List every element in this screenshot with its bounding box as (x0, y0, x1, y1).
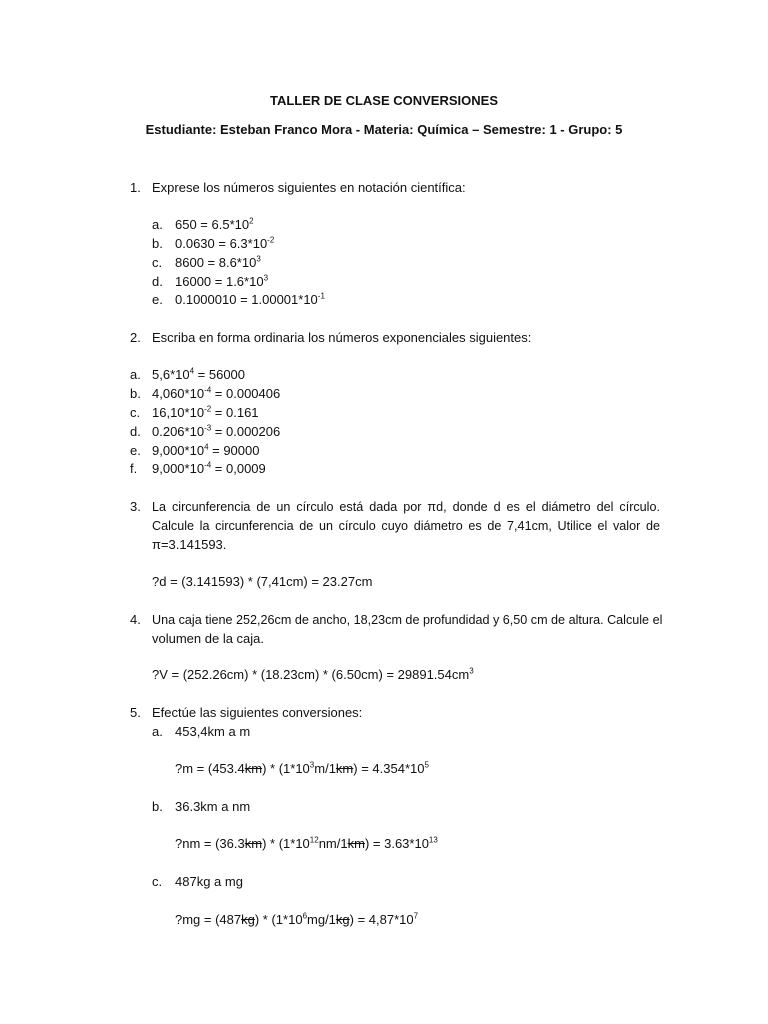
q2-item-e-marker: e. (130, 443, 141, 458)
q1-item-e: $0.1000010 = 1.00001*10^{-1}$ (175, 291, 325, 307)
q5-a-answer: ?m = $(453.4km) * (1*10^3m/1km) = 4.354*10^5$ (175, 760, 429, 776)
q5-b-label: 36.3km a nm (175, 799, 251, 814)
q2-item-a: $5,6*10^4 = 56000$ (152, 366, 246, 382)
q1-item-d: $16000 = 1.6*10^3$ (175, 273, 269, 289)
q5-prompt: Efectúe las siguientes conversiones: (152, 705, 363, 720)
q1-item-b: $0.0630 = 6.3*10^{-2}$ (175, 235, 275, 251)
q5-a-label: 453,4km a m (175, 724, 251, 739)
q2-item-e: $9,000*10^4 = 90000$ (152, 442, 260, 458)
q3-text-line-3: π=3.141593. (152, 537, 227, 552)
q1-item-b-marker: b. (152, 236, 163, 251)
q5-c-marker: c. (152, 874, 163, 889)
q2-item-b-marker: b. (130, 386, 141, 401)
q2-item-c: $16,10*10^{-2} = 0.161$ (152, 404, 259, 420)
q5-c-label: 487kg a mg (175, 874, 243, 889)
q5-b-marker: b. (152, 799, 163, 814)
q2-item-a-marker: a. (130, 367, 141, 382)
q5-c-answer: ?mg = $(487kg) * (1*10^6mg/1kg) = 4,87*10^7$ (175, 911, 419, 927)
q2-prompt: Escriba en forma ordinaria los números exponenciales siguientes: (152, 330, 532, 345)
q2-item-b: $4,060*10^{-4} = 0.000406$ (152, 385, 281, 401)
q3-number: 3. (130, 499, 141, 514)
q1-number: 1. (130, 180, 141, 195)
q2-item-f: $9,000*10^{-4} = 0,0009$ (152, 460, 266, 476)
q5-a-marker: a. (152, 724, 163, 739)
q5-b-answer: ?nm = $(36.3km) * (1*10^{12}nm/1km) = 3.63*10^{13}$ (175, 835, 438, 851)
document-title: TALLER DE CLASE CONVERSIONES (269, 93, 498, 108)
q3-answer: ?d = (3.141593) * (7,41cm) = 23.27cm (152, 574, 373, 589)
q1-item-a: $650 = 6.5*10^2$ (175, 216, 254, 232)
q1-item-c-marker: c. (152, 255, 163, 270)
q2-item-c-marker: c. (130, 405, 141, 420)
q1-item-a-marker: a. (152, 217, 163, 232)
q4-text-line-1: Una caja tiene 252,26cm de ancho, 18,23cm de profundidad y 6,50 cm de altura. Calcule el (152, 613, 663, 627)
q4-number: 4. (130, 612, 141, 627)
q4-answer: ?V = $(252.26cm) * (18.23cm) * (6.50cm) = 29891.54cm^3$ (152, 666, 474, 682)
q3-text-line-1: La circunferencia de un círculo está dada por πd, donde d es el diámetro del círculo. (152, 500, 660, 514)
q4-text-line-2: volumen de la caja. (152, 631, 265, 646)
q2-number: 2. (130, 330, 141, 345)
q2-item-d: $0.206*10^{-3} = 0.000206$ (152, 423, 281, 439)
q1-prompt: Exprese los números siguientes en notación científica: (152, 180, 466, 195)
q1-item-c: $8600 = 8.6*10^3$ (175, 254, 261, 270)
q2-item-f-marker: f. (130, 461, 138, 476)
q2-item-d-marker: d. (130, 424, 141, 439)
q5-number: 5. (130, 705, 141, 720)
q1-item-d-marker: d. (152, 274, 163, 289)
q3-text-line-2: Calcule la circunferencia de un círculo cuyo diámetro es de 7,41cm, Utilice el valor de (152, 519, 660, 533)
student-header: Estudiante: Esteban Franco Mora - Materia: Química – Semestre: 1 - Grupo: 5 (145, 122, 623, 137)
q1-item-e-marker: e. (152, 292, 163, 307)
